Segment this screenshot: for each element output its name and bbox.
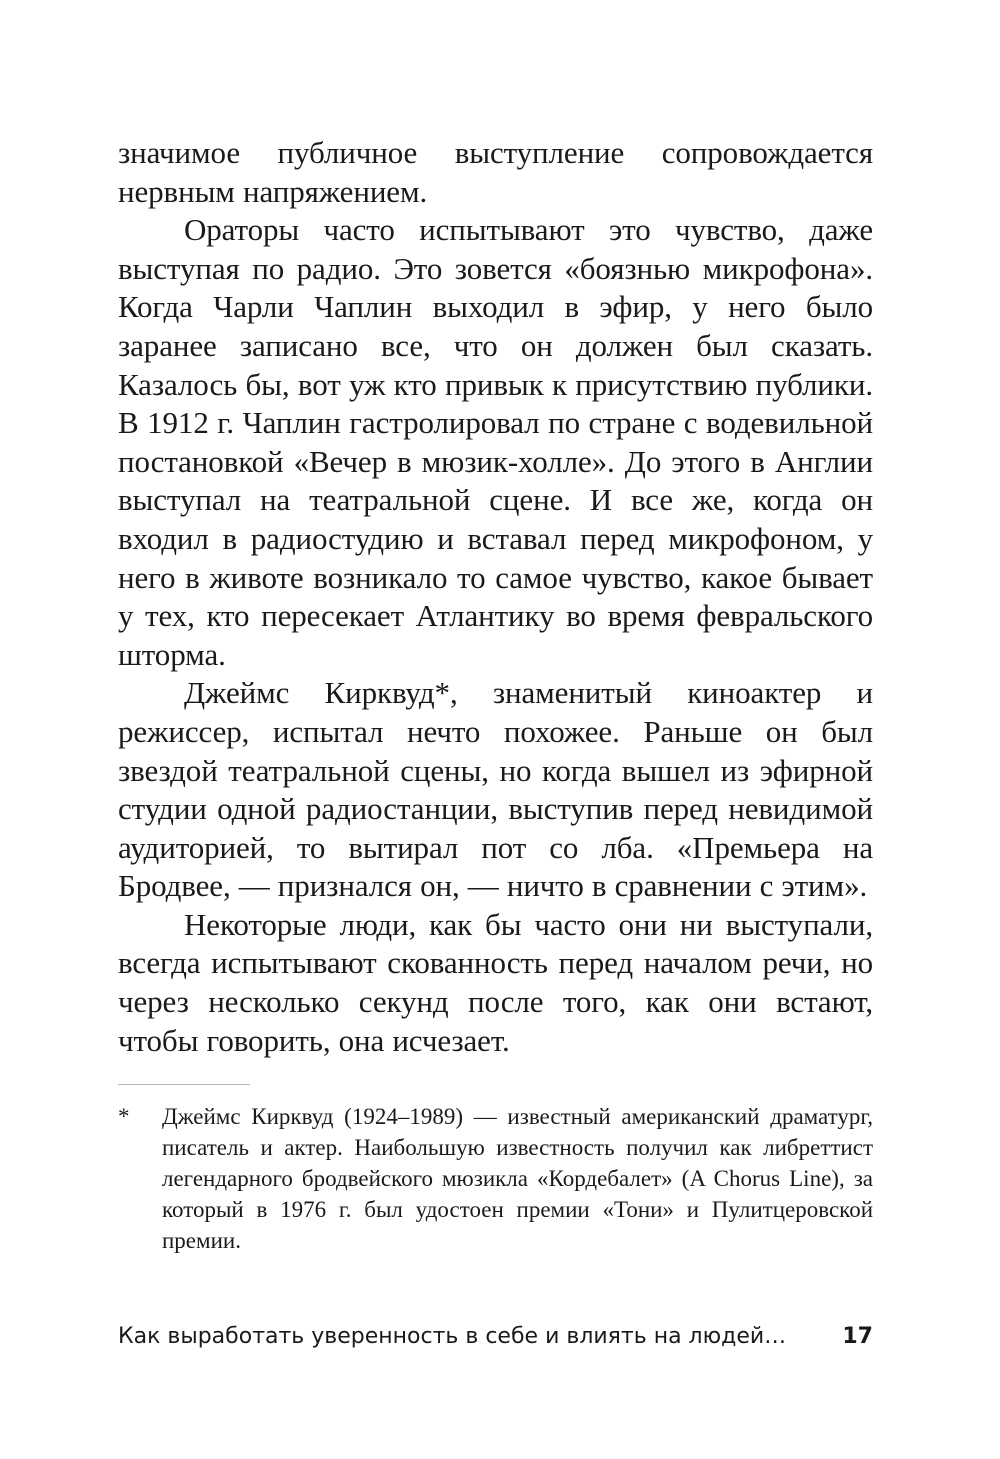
footnote-text: Джеймс Кирквуд (1924–1989) — известный американский драматург, писатель и актер. Наибольшую известность получил как либреттист легендарного бродвейского мюзикла «Кордебалет» (A Chorus Line), за который в 1976 г. был удостоен премии «Тони» и Пулитцеровской премии. xyxy=(162,1104,873,1253)
footnote-divider xyxy=(118,1084,250,1085)
footnote xyxy=(118,1101,873,1256)
paragraph-chaplin: Ораторы часто испытывают это чувство, даже выступая по радио. Это зовется «боязнью микрофона». Когда Чарли Чаплин выходил в эфир, у него было заранее записано все, что он должен был сказать. Казалось бы, вот уж кто привык к присутствию публики. В 1912 г. Чаплин гастролировал по стране с водевильной постановкой «Вечер в мюзик-холле». До этого в Англии выступал на театральной сцене. И все же, когда он входил в радиостудию и вставал перед микрофоном, у него в животе возникало то самое чувство, какое бывает у тех, кто пересекает Атлантику во время февральского шторма. xyxy=(118,212,873,672)
page-number: 17 xyxy=(842,1324,873,1349)
paragraph-continuation: значимое публичное выступление сопровождается нервным напряжением. xyxy=(118,135,873,209)
main-text xyxy=(118,134,873,1060)
running-title: Как выработать уверенность в себе и влиять на людей… xyxy=(118,1324,787,1349)
paragraph-stiffness: Некоторые люди, как бы часто они ни выступали, всегда испытывают скованность перед началом речи, но через несколько секунд после того, как они встают, чтобы говорить, она исчезает. xyxy=(118,906,873,1058)
paragraph-kirkwood: Джеймс Кирквуд*, знаменитый киноактер и режиссер, испытал нечто похожее. Раньше он был звездой театральной сцены, но когда вышел из эфирной студии одной радиостанции, выступив перед невидимой аудиторией, то вытирал пот со лба. «Премьера на Бродвее, — признался он, — ничто в сравнении с этим». xyxy=(118,675,873,904)
footnote-mark: * xyxy=(118,1104,130,1129)
